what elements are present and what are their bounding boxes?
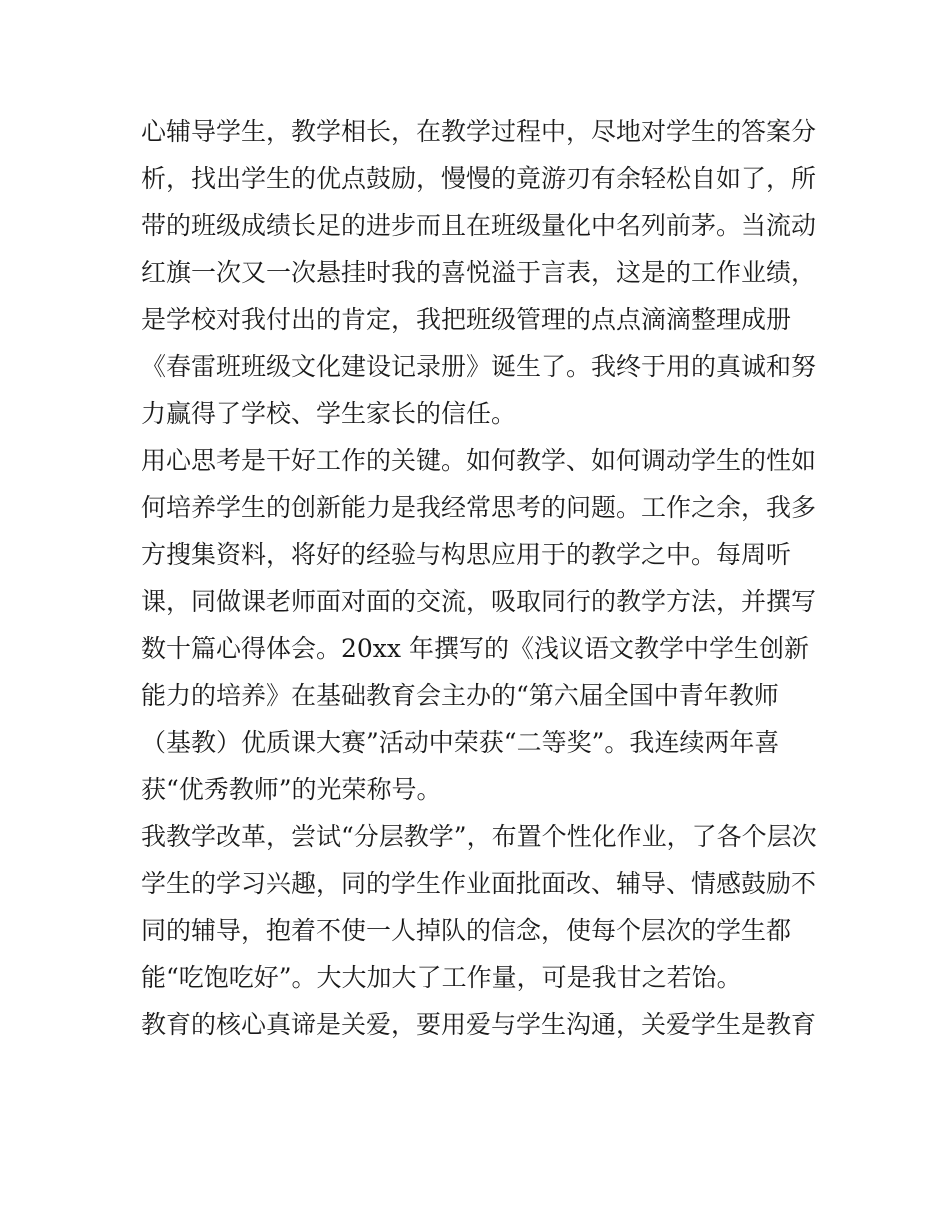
text-line: 教育的核心真谛是关爱，要用爱与学生沟通，关爱学生是教育: [141, 1010, 817, 1039]
text-line: 学生的学习兴趣，同的学生作业面批面改、辅导、情感鼓励不: [141, 869, 817, 898]
text-line: 我教学改革，尝试“分层教学”，布置个性化作业，了各个层次: [141, 822, 817, 851]
text-line: 力赢得了学校、学生家长的信任。: [141, 399, 517, 428]
text-line: 析，找出学生的优点鼓励，慢慢的竟游刃有余轻松自如了，所: [141, 164, 817, 193]
text-line: 能力的培养》在基础教育会主办的“第六届全国中青年教师: [141, 681, 779, 710]
text-line: 能“吃饱吃好”。大大加大了工作量，可是我甘之若饴。: [141, 963, 742, 992]
text-line: 课，同做课老师面对面的交流，吸取同行的教学方法，并撰写: [141, 587, 817, 616]
text-line: 方搜集资料，将好的经验与构思应用于的教学之中。每周听: [141, 540, 792, 569]
text-line: 带的班级成绩长足的进步而且在班级量化中名列前茅。当流动: [141, 211, 817, 240]
body-text: [141, 108, 821, 1048]
text-line: 红旗一次又一次悬挂时我的喜悦溢于言表，这是的工作业绩，: [141, 258, 817, 287]
text-line: 《春雷班班级文化建设记录册》诞生了。我终于用的真诚和努: [141, 352, 817, 381]
text-line: （基教）优质课大赛”活动中荣获“二等奖”。我连续两年喜: [141, 728, 780, 757]
text-line: 获“优秀教师”的光荣称号。: [141, 775, 442, 804]
text-line: 心辅导学生，教学相长，在教学过程中，尽地对学生的答案分: [141, 117, 817, 146]
text-line: 数十篇心得体会。20xx 年撰写的《浅议语文教学中学生创新: [141, 634, 809, 663]
text-line: 是学校对我付出的肯定，我把班级管理的点点滴滴整理成册: [141, 305, 792, 334]
text-line: 何培养学生的创新能力是我经常思考的问题。工作之余，我多: [141, 493, 817, 522]
text-line: 用心思考是干好工作的关键。如何教学、如何调动学生的性如: [141, 446, 817, 475]
text-line: 同的辅导，抱着不使一人掉队的信念，使每个层次的学生都: [141, 916, 792, 945]
